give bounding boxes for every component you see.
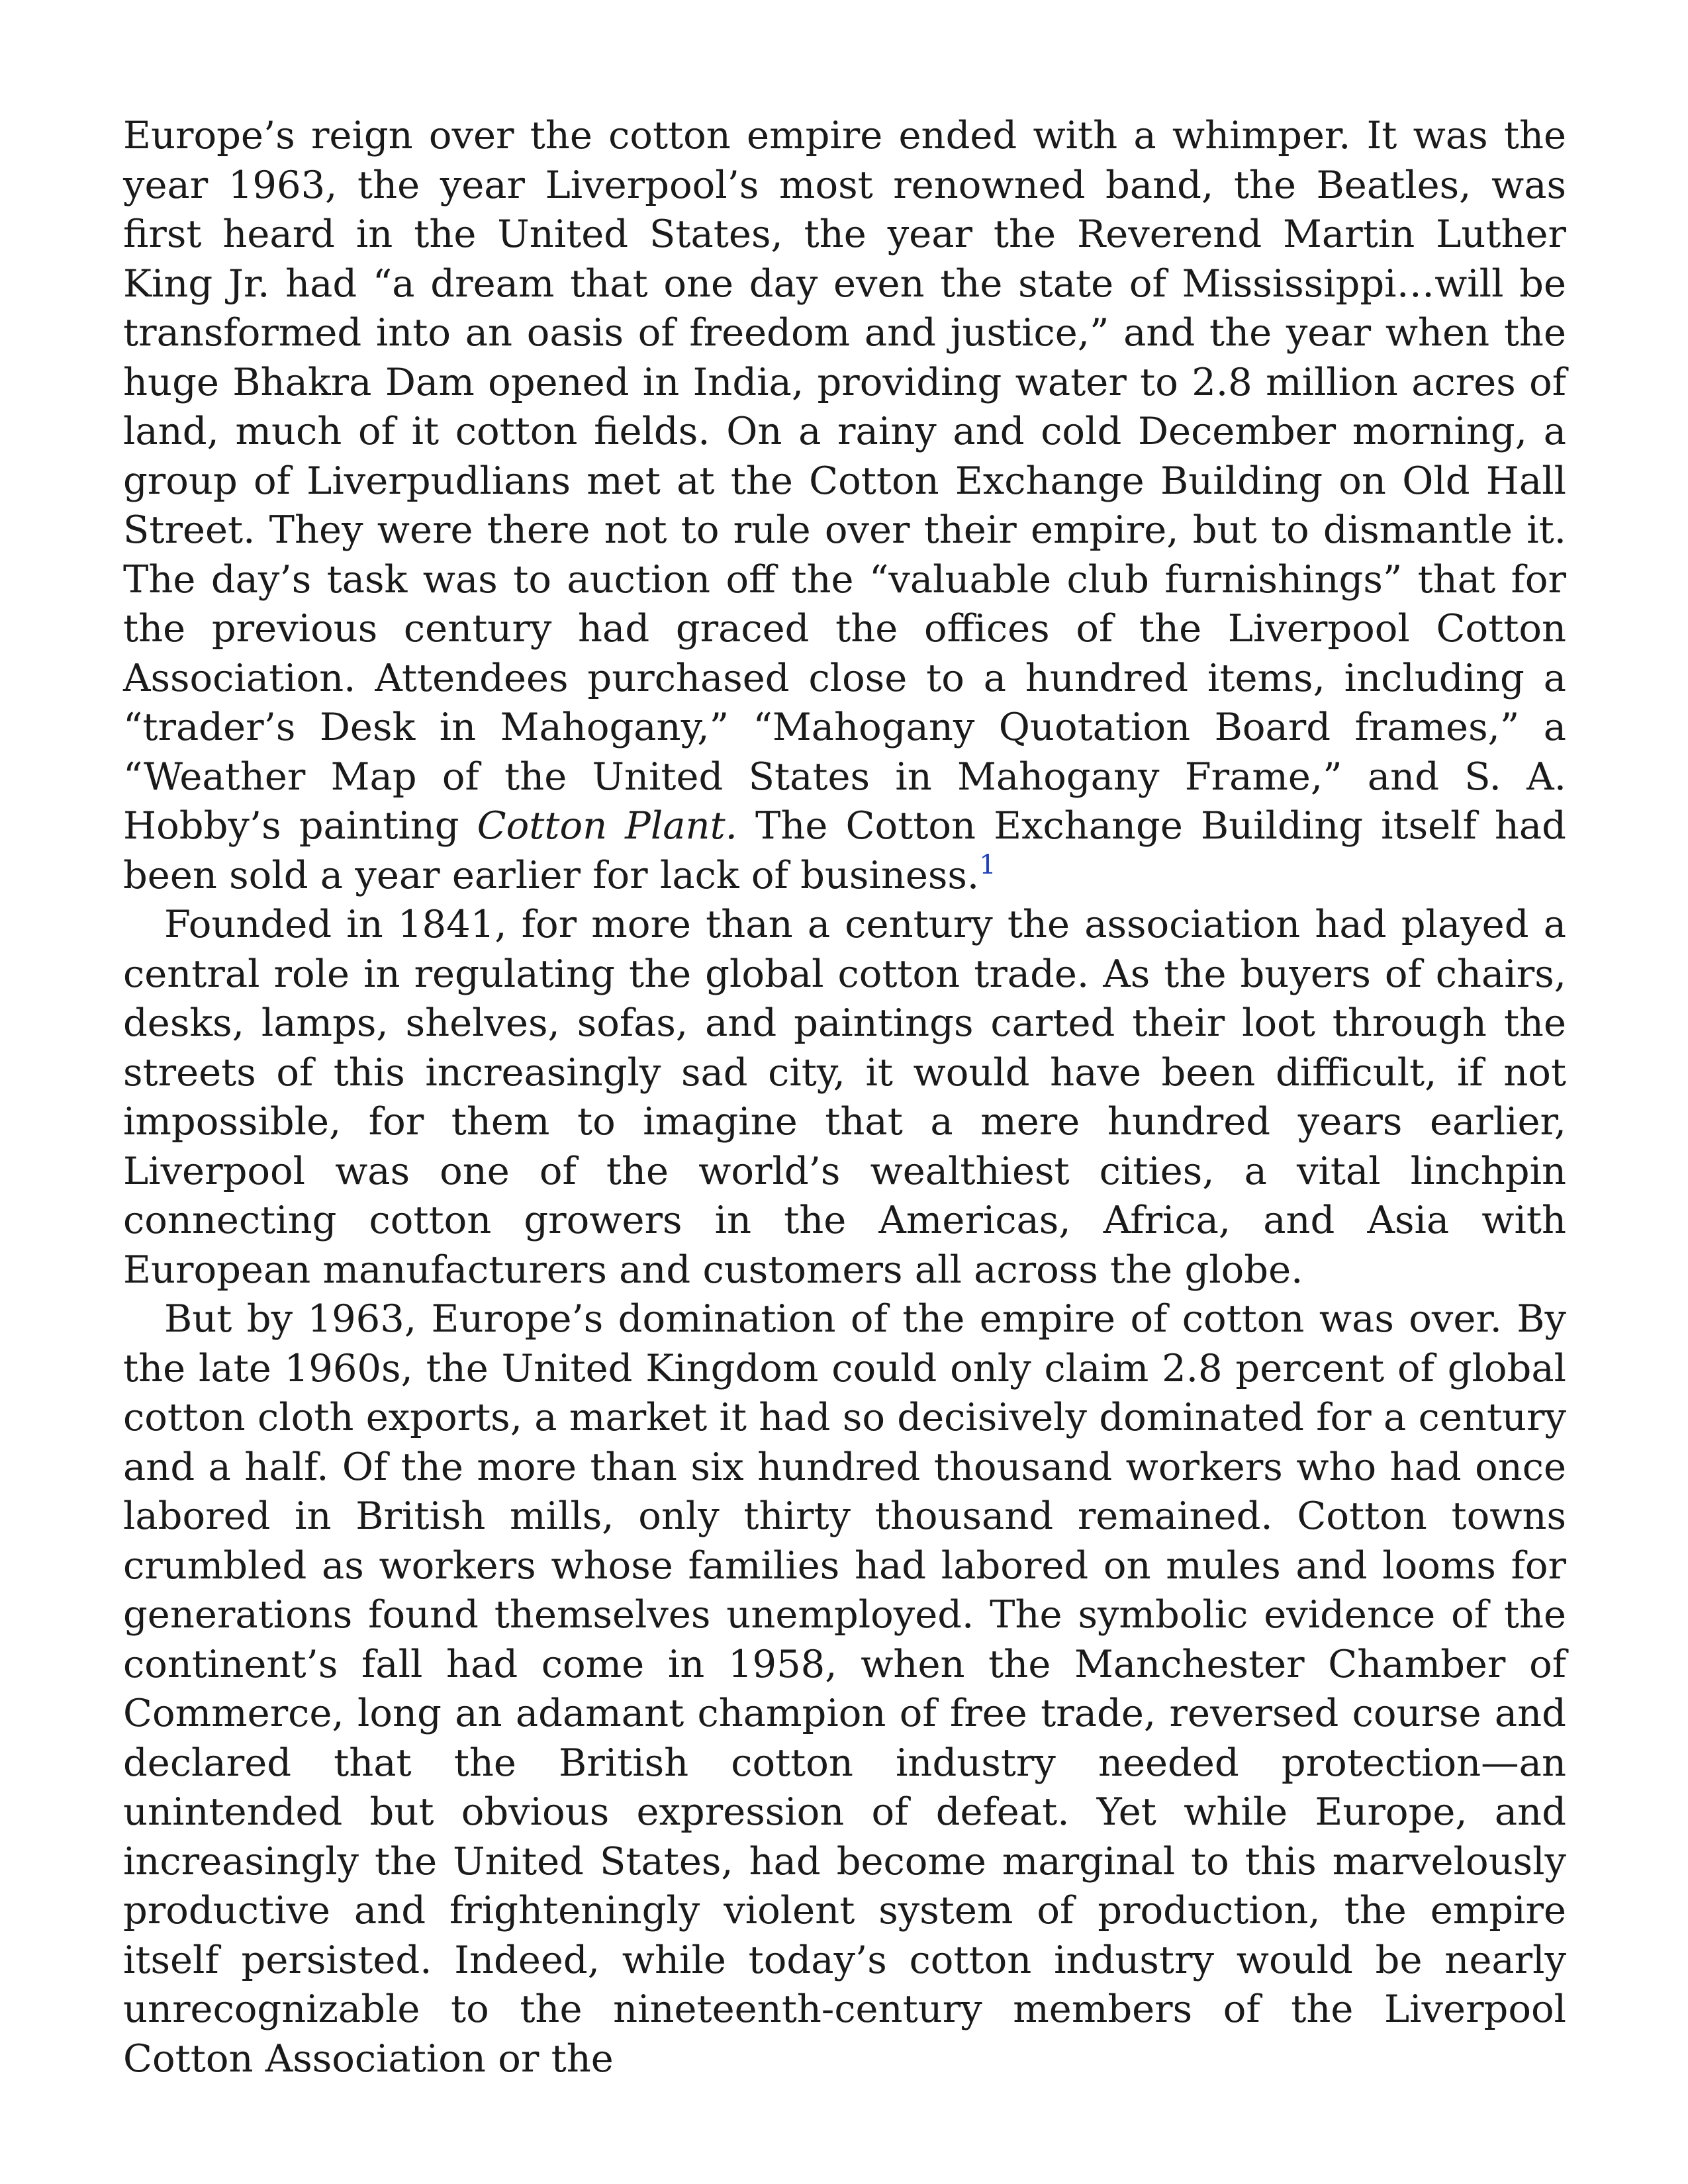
paragraph-2: Founded in 1841, for more than a century the association had played a central role in regulating the global cotton trade. As the buyers of chairs, desks, lamps, shelves, sofas, and paintings carted their loot through the streets of this increasingly sad city, it would have been difficult, if not impossible, for them to imagine that a mere hundred years earlier, Liverpool was one of the world’s wealthiest cities, a vital linchpin connecting cotton growers in the Americas, Africa, and Asia with European manufacturers and customers all across the globe. xyxy=(123,902,1566,1292)
painting-title: Cotton Plant. xyxy=(477,803,737,848)
paragraph-1-text-end: The Cotton Exchange Building itself had been sold a year earlier for lack of business. xyxy=(123,803,1566,897)
footnote-link[interactable]: 1 xyxy=(979,849,996,880)
paragraph-1-text: Europe’s reign over the cotton empire ended with a whimper. It was the year 1963, the year Liverpool’s most renowned band, the Beatles, was first heard in the United States, the year the Reverend Martin Luther King Jr. had “a dream that one day even the state of Mississippi…will be transformed into an oasis of freedom and justice,” and the year when the huge Bhakra Dam opened in India, providing water to 2.8 million acres of land, much of it cotton fields. On a rainy and cold December morning, a group of Liverpudlians met at the Cotton Exchange Building on Old Hall Street. They were there not to rule over their empire, but to dismantle it. The day’s task was to auction off the “valuable club furnishings” that for the previous century had graced the offices of the Liverpool Cotton Association. Attendees purchased close to a hundred items, including a “trader’s Desk in Mahogany,” “Mahogany Quotation Board frames,” a “Weather Map of the United States in Mahogany Frame,” and S. A. Hobby’s painting xyxy=(123,113,1566,848)
paragraph-1 xyxy=(123,111,1566,900)
paragraph-3: But by 1963, Europe’s domination of the empire of cotton was over. By the late 1960s, the United Kingdom could only claim 2.8 percent of global cotton cloth exports, a market it had so decisively dominated for a century and a half. Of the more than six hundred thousand workers who had once labored in British mills, only thirty thousand remained. Cotton towns crumbled as workers whose families had labored on mules and looms for generations found themselves unemployed. The symbolic evidence of the continent’s fall had come in 1958, when the Manchester Chamber of Commerce, long an adamant champion of free trade, reversed course and declared that the British cotton industry needed protection—an unintended but obvious expression of defeat. Yet while Europe, and increasingly the United States, had become marginal to this marvelously productive and frighteningly violent system of production, the empire itself persisted. Indeed, while today’s cotton industry would be nearly unrecognizable to the nineteenth-century members of the Liverpool Cotton Association or the xyxy=(123,1297,1566,2081)
page-body xyxy=(123,111,1566,2083)
